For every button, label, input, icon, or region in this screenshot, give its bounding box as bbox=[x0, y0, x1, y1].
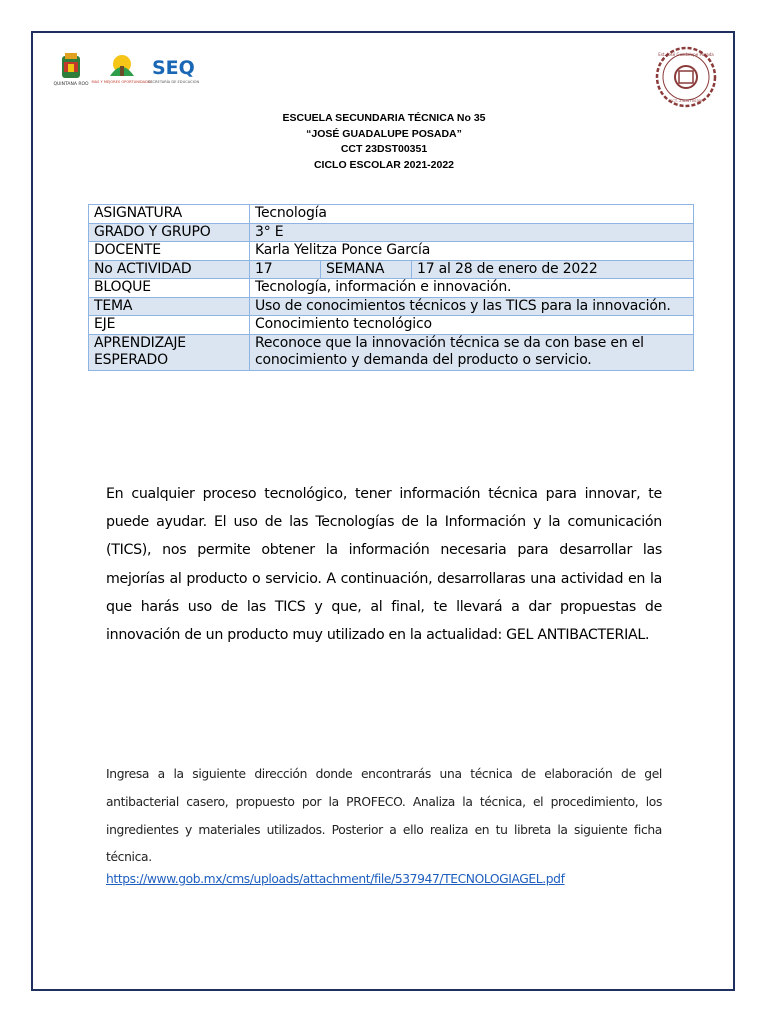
table-row bbox=[89, 316, 694, 335]
table-row bbox=[89, 260, 694, 279]
docente-label: DOCENTE bbox=[89, 242, 250, 261]
school-cct: CCT 23DST00351 bbox=[340, 143, 428, 155]
table-row bbox=[89, 205, 694, 224]
svg-text:Est. José Guadalupe Posada: Est. José Guadalupe Posada bbox=[658, 52, 714, 57]
semana-label: SEMANA bbox=[321, 260, 412, 279]
aprendizaje-value: Reconoce que la innovación técnica se da con base en el conocimiento y demanda del producto o servicio. bbox=[250, 334, 694, 370]
government-logos bbox=[52, 50, 232, 94]
school-nickname: “JOSÉ GUADALUPE POSADA” bbox=[306, 127, 462, 140]
bloque-value: Tecnología, información e innovación. bbox=[250, 279, 694, 298]
actividad-value: 17 bbox=[250, 260, 321, 279]
svg-text:CCT. 23DST0035I: CCT. 23DST0035I bbox=[669, 98, 703, 103]
bloque-label: BLOQUE bbox=[89, 279, 250, 298]
mas-mejores-logo-icon bbox=[92, 55, 154, 84]
activity-info-table bbox=[88, 204, 694, 371]
aprendizaje-label: APRENDIZAJE ESPERADO bbox=[89, 334, 250, 370]
tema-value: Uso de conocimientos técnicos y las TICS para la innovación. bbox=[250, 297, 694, 316]
table-row bbox=[89, 279, 694, 298]
grado-value: 3° E bbox=[250, 223, 694, 242]
school-cycle: CICLO ESCOLAR 2021-2022 bbox=[313, 158, 455, 171]
svg-text:MÁS Y MEJORES OPORTUNIDADES: MÁS Y MEJORES OPORTUNIDADES bbox=[91, 80, 153, 84]
intro-paragraph: En cualquier proceso tecnológico, tener información técnica para innovar, te puede ayudar. El uso de las Tecnologías de la Información y la comunicación (TICS), nos permite obtener la información necesaria para desarrollar las mejorías al producto o servicio. A continuación, desarrollaras una actividad en la que harás uso de las TICS y que, al final, te llevará a dar propuestas de innovación de un producto muy utilizado en la actualidad: GEL ANTIBACTERIAL. bbox=[106, 486, 662, 644]
school-header bbox=[0, 111, 768, 173]
table-row bbox=[89, 242, 694, 261]
school-seal-icon bbox=[654, 45, 718, 109]
quintana-roo-logo-icon bbox=[53, 53, 89, 87]
svg-text:SEQ: SEQ bbox=[152, 57, 195, 79]
table-row bbox=[89, 297, 694, 316]
svg-text:SECRETARÍA DE EDUCACIÓN: SECRETARÍA DE EDUCACIÓN bbox=[148, 80, 200, 84]
actividad-label: No ACTIVIDAD bbox=[89, 260, 250, 279]
instructions-paragraph: Ingresa a la siguiente dirección donde encontrarás una técnica de elaboración de gel antibacterial casero, propuesto por la PROFECO. Analiza la técnica, el procedimiento, los ingredientes y materiales utilizados. Posterior a ello realiza en tu libreta la siguiente ficha técnica. bbox=[106, 767, 662, 865]
seq-logo-icon bbox=[148, 57, 200, 84]
semana-value: 17 al 28 de enero de 2022 bbox=[412, 260, 694, 279]
table-row bbox=[89, 334, 694, 370]
grado-label: GRADO Y GRUPO bbox=[89, 223, 250, 242]
table-row bbox=[89, 223, 694, 242]
docente-value: Karla Yelitza Ponce García bbox=[250, 242, 694, 261]
svg-text:QUINTANA ROO: QUINTANA ROO bbox=[53, 82, 89, 87]
asignatura-label: ASIGNATURA bbox=[89, 205, 250, 224]
profeco-link[interactable]: https://www.gob.mx/cms/uploads/attachment/file/537947/TECNOLOGIAGEL.pdf bbox=[106, 872, 565, 886]
school-name: ESCUELA SECUNDARIA TÉCNICA No 35 bbox=[282, 112, 486, 124]
eje-label: EJE bbox=[89, 316, 250, 335]
tema-label: TEMA bbox=[89, 297, 250, 316]
eje-value: Conocimiento tecnológico bbox=[250, 316, 694, 335]
asignatura-value: Tecnología bbox=[250, 205, 694, 224]
